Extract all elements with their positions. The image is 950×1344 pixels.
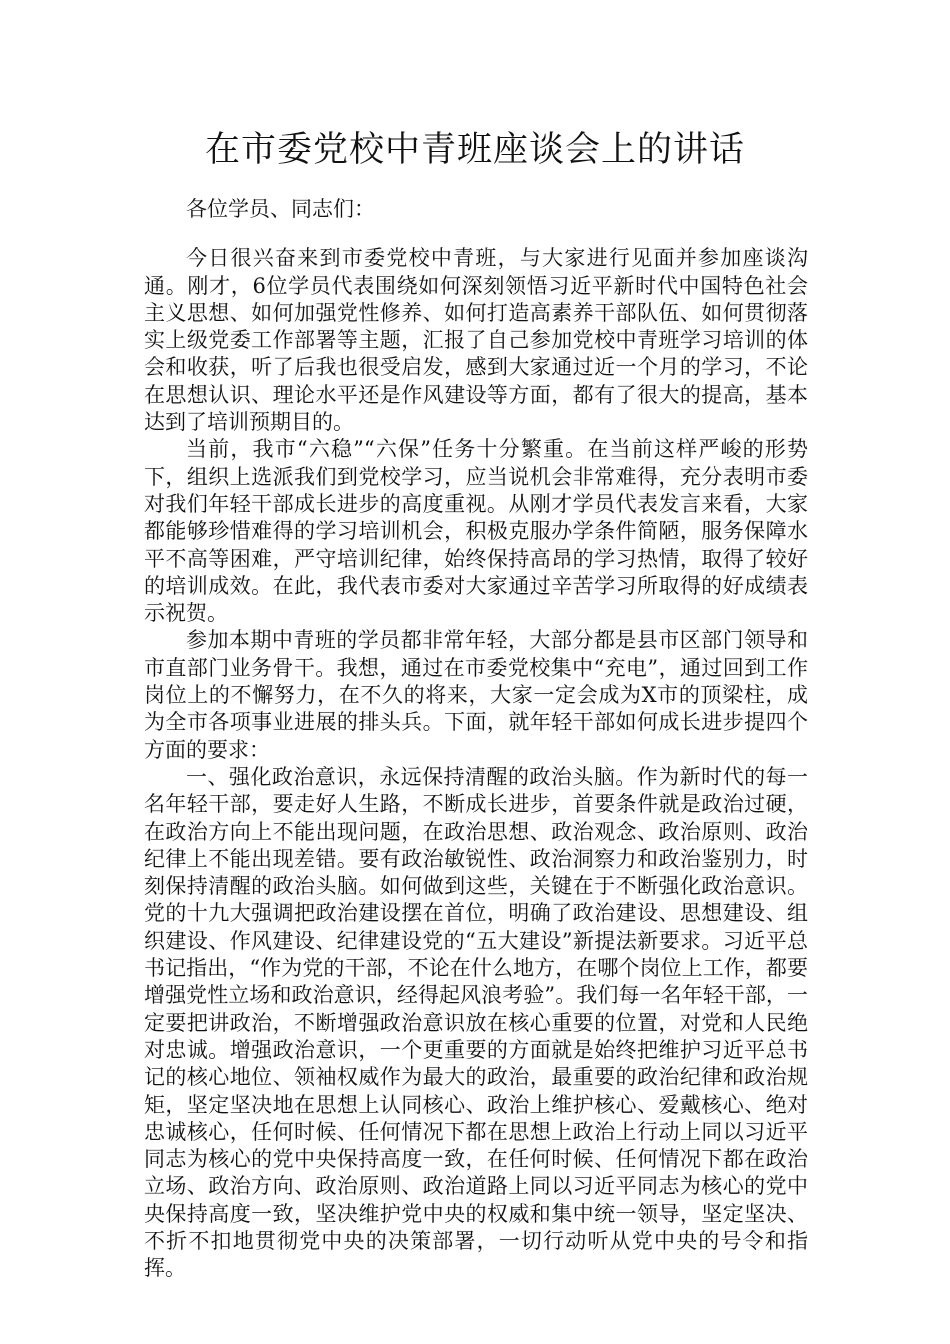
- paragraph-requirements-intro: 参加本期中青班的学员都非常年轻，大部分都是县市区部门领导和市直部门业务骨干。我想，通过在市委党校集中“充电”，通过回到工作岗位上的不懈努力，在不久的将来，大家一定会成为X市的顶梁柱，成为全市各项事业进展的排头兵。下面，就年轻干部如何成长进步提四个方面的要求：: [144, 628, 808, 762]
- salutation: 各位学员、同志们：: [186, 197, 375, 221]
- paragraph-situation: 当前，我市“六稳”“六保”任务十分繁重。在当前这样严峻的形势下，组织上选派我们到党校学习，应当说机会非常难得，充分表明市委对我们年轻干部成长进步的高度重视。从刚才学员代表发言来看，大家都能够珍惜难得的学习培训机会，积极克服办学条件简陋，服务保障水平不高等困难，严守培训纪律，始终保持高昂的学习热情，取得了较好的培训成效。在此，我代表市委对大家通过辛苦学习所取得的好成绩表示祝贺。: [144, 437, 808, 626]
- paragraph-political-awareness: 一、强化政治意识，永远保持清醒的政治头脑。作为新时代的每一名年轻干部，要走好人生路，不断成长进步，首要条件就是政治过硬，在政治方向上不能出现问题，在政治思想、政治观念、政治原则、政治纪律上不能出现差错。要有政治敏锐性、政治洞察力和政治鉴别力，时刻保持清醒的政治头脑。如何做到这些，关键在于不断强化政治意识。党的十九大强调把政治建设摆在首位，明确了政治建设、思想建设、组织建设、作风建设、纪律建设党的“五大建设”新提法新要求。习近平总书记指出，“作为党的干部，不论在什么地方，在哪个岗位上工作，都要增强党性立场和政治意识，经得起风浪考验”。我们每一名年轻干部，一定要把讲政治，不断增强政治意识放在核心重要的位置，对党和人民绝对忠诚。增强政治意识，一个更重要的方面就是始终把维护习近平总书记的核心地位、领袖权威作为最大的政治，最重要的政治纪律和政治规矩，坚定坚决地在思想上认同核心、政治上维护核心、爱戴核心、绝对忠诚核心，任何时候、任何情况下都在思想上政治上行动上同以习近平同志为核心的党中央保持高度一致，在任何时候、任何情况下都在政治立场、政治方向、政治原则、政治道路上同以习近平同志为核心的党中央保持高度一致，坚决维护党中央的权威和集中统一领导，坚定坚决、不折不扣地贯彻党中央的决策部署，一切行动听从党中央的号令和指挥。: [144, 764, 808, 1281]
- document-title: 在市委党校中青班座谈会上的讲话: [204, 130, 745, 170]
- paragraph-intro: 今日很兴奋来到市委党校中青班，与大家进行见面并参加座谈沟通。刚才，6位学员代表围绕如何深刻领悟习近平新时代中国特色社会主义思想、如何加强党性修养、如何打造高素养干部队伍、如何贯彻落实上级党委工作部署等主题，汇报了自己参加党校中青班学习培训的体会和收获，听了后我也很受启发，感到大家通过近一个月的学习，不论在思想认识、理论水平还是作风建设等方面，都有了很大的提高，基本达到了培训预期目的。: [144, 246, 808, 435]
- document-body: [144, 196, 808, 1283]
